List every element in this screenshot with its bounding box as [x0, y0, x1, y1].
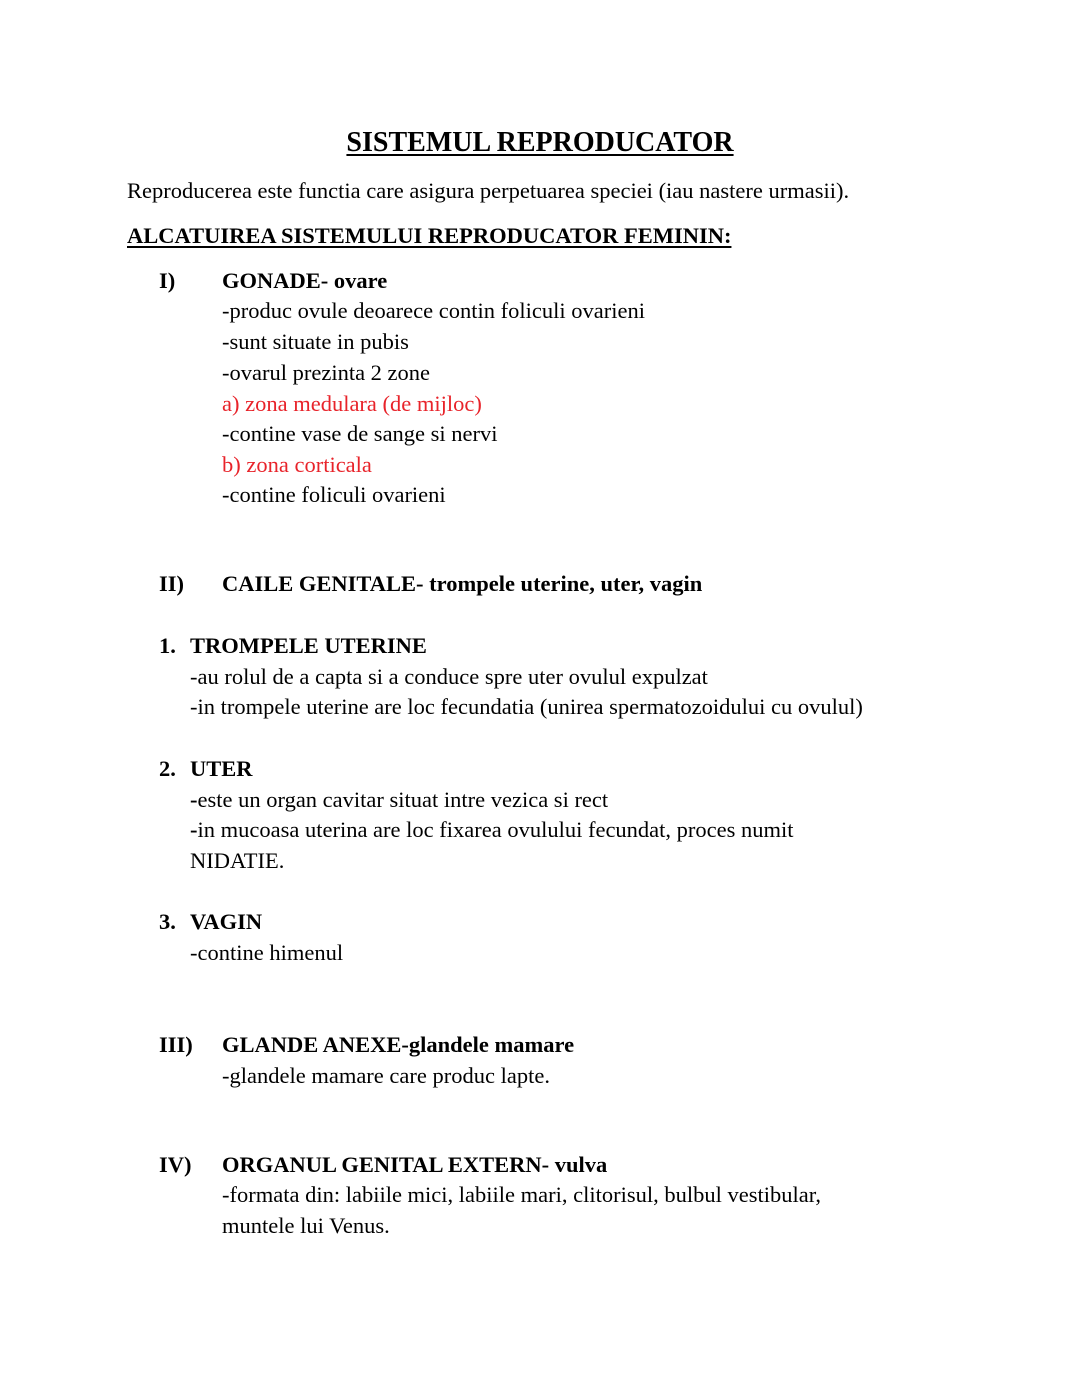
highlighted-line: a) zona medulara (de mijloc)	[222, 391, 482, 416]
text-line	[190, 817, 794, 843]
item-number: 2.	[159, 756, 176, 781]
text-line: -formata din: labiile mici, labiile mari, clitorisul, bulbul vestibular,	[222, 1182, 821, 1207]
bullet-dash: -	[190, 817, 198, 842]
page-title: SISTEMUL REPRODUCATOR	[346, 127, 734, 158]
text-line: NIDATIE.	[190, 848, 285, 873]
section-number: I)	[159, 268, 176, 293]
item-title: UTER	[190, 756, 253, 781]
text-line: -au rolul de a capta si a conduce spre uter ovulul expulzat	[190, 664, 708, 689]
item-title: TROMPELE UTERINE	[190, 633, 427, 658]
section-title: GONADE- ovare	[222, 268, 388, 293]
text-line: -glandele mamare care produc lapte.	[222, 1063, 550, 1088]
section-title: GLANDE ANEXE-glandele mamare	[222, 1032, 575, 1057]
item-title: VAGIN	[190, 909, 263, 934]
item-number: 3.	[159, 909, 176, 934]
text-line: -sunt situate in pubis	[222, 329, 409, 354]
section-number: III)	[159, 1032, 193, 1057]
text-line: -ovarul prezinta 2 zone	[222, 360, 431, 385]
text-line: muntele lui Venus.	[222, 1213, 390, 1238]
text-line: -contine foliculi ovarieni	[222, 482, 446, 507]
section-number: IV)	[159, 1152, 192, 1177]
section-title: ORGANUL GENITAL EXTERN- vulva	[222, 1152, 608, 1177]
text-line: -in trompele uterine are loc fecundatia (unirea spermatozoidului cu ovulul)	[190, 694, 863, 719]
text-line	[190, 787, 608, 813]
text-line: -contine vase de sange si nervi	[222, 421, 498, 446]
intro-text: Reproducerea este functia care asigura perpetuarea speciei (iau nastere urmasii).	[127, 178, 850, 203]
section-number: II)	[159, 571, 185, 596]
bullet-dash: -	[190, 787, 198, 812]
text-span: este un organ cavitar situat intre vezica si rect	[197, 787, 609, 812]
section-heading: ALCATUIREA SISTEMULUI REPRODUCATOR FEMININ:	[127, 223, 732, 248]
text-span: in mucoasa uterina are loc fixarea ovulului fecundat, proces numit	[197, 817, 794, 842]
highlighted-line: b) zona corticala	[222, 452, 372, 477]
item-number: 1.	[159, 633, 176, 658]
text-line: -produc ovule deoarece contin foliculi ovarieni	[222, 298, 645, 323]
text-line: -contine himenul	[190, 940, 344, 965]
section-title: CAILE GENITALE- trompele uterine, uter, vagin	[222, 571, 703, 596]
